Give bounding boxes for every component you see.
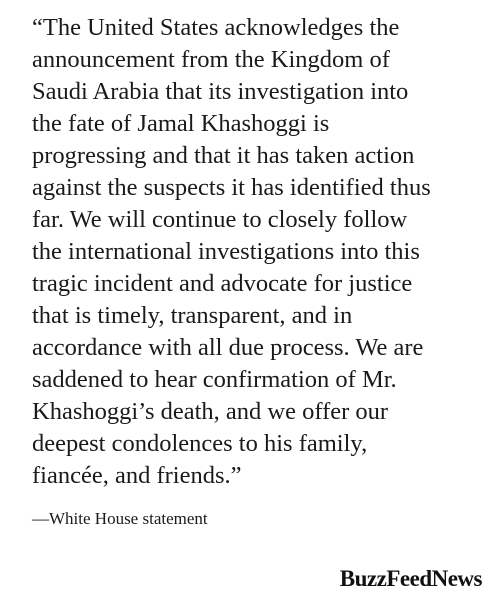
statement-quote bbox=[32, 12, 492, 492]
quote-line: fiancée, and friends.” bbox=[32, 462, 242, 489]
quote-line: deepest condolences to his family, bbox=[32, 430, 368, 457]
quote-line: the fate of Jamal Khashoggi is bbox=[32, 110, 330, 137]
quote-line: the international investigations into this bbox=[32, 238, 420, 265]
quote-line: saddened to hear confirmation of Mr. bbox=[32, 366, 397, 393]
quote-line: far. We will continue to closely follow bbox=[32, 206, 408, 233]
quote-line: that is timely, transparent, and in bbox=[32, 302, 353, 329]
quote-line: Saudi Arabia that its investigation into bbox=[32, 78, 409, 105]
buzzfeed-news-logo bbox=[340, 566, 482, 592]
quote-attribution: —White House statement bbox=[32, 509, 208, 528]
quote-line: announcement from the Kingdom of bbox=[32, 46, 390, 73]
logo-buzzfeed-text: BuzzFeed bbox=[339, 566, 432, 591]
logo-news-text: News bbox=[431, 566, 482, 591]
quote-line: “The United States acknowledges the bbox=[32, 14, 400, 41]
quote-line: against the suspects it has identified thus bbox=[32, 174, 431, 201]
quote-line: progressing and that it has taken action bbox=[32, 142, 415, 169]
quote-line: Khashoggi’s death, and we offer our bbox=[32, 398, 389, 425]
quote-line: accordance with all due process. We are bbox=[32, 334, 424, 361]
quote-line: tragic incident and advocate for justice bbox=[32, 270, 413, 297]
